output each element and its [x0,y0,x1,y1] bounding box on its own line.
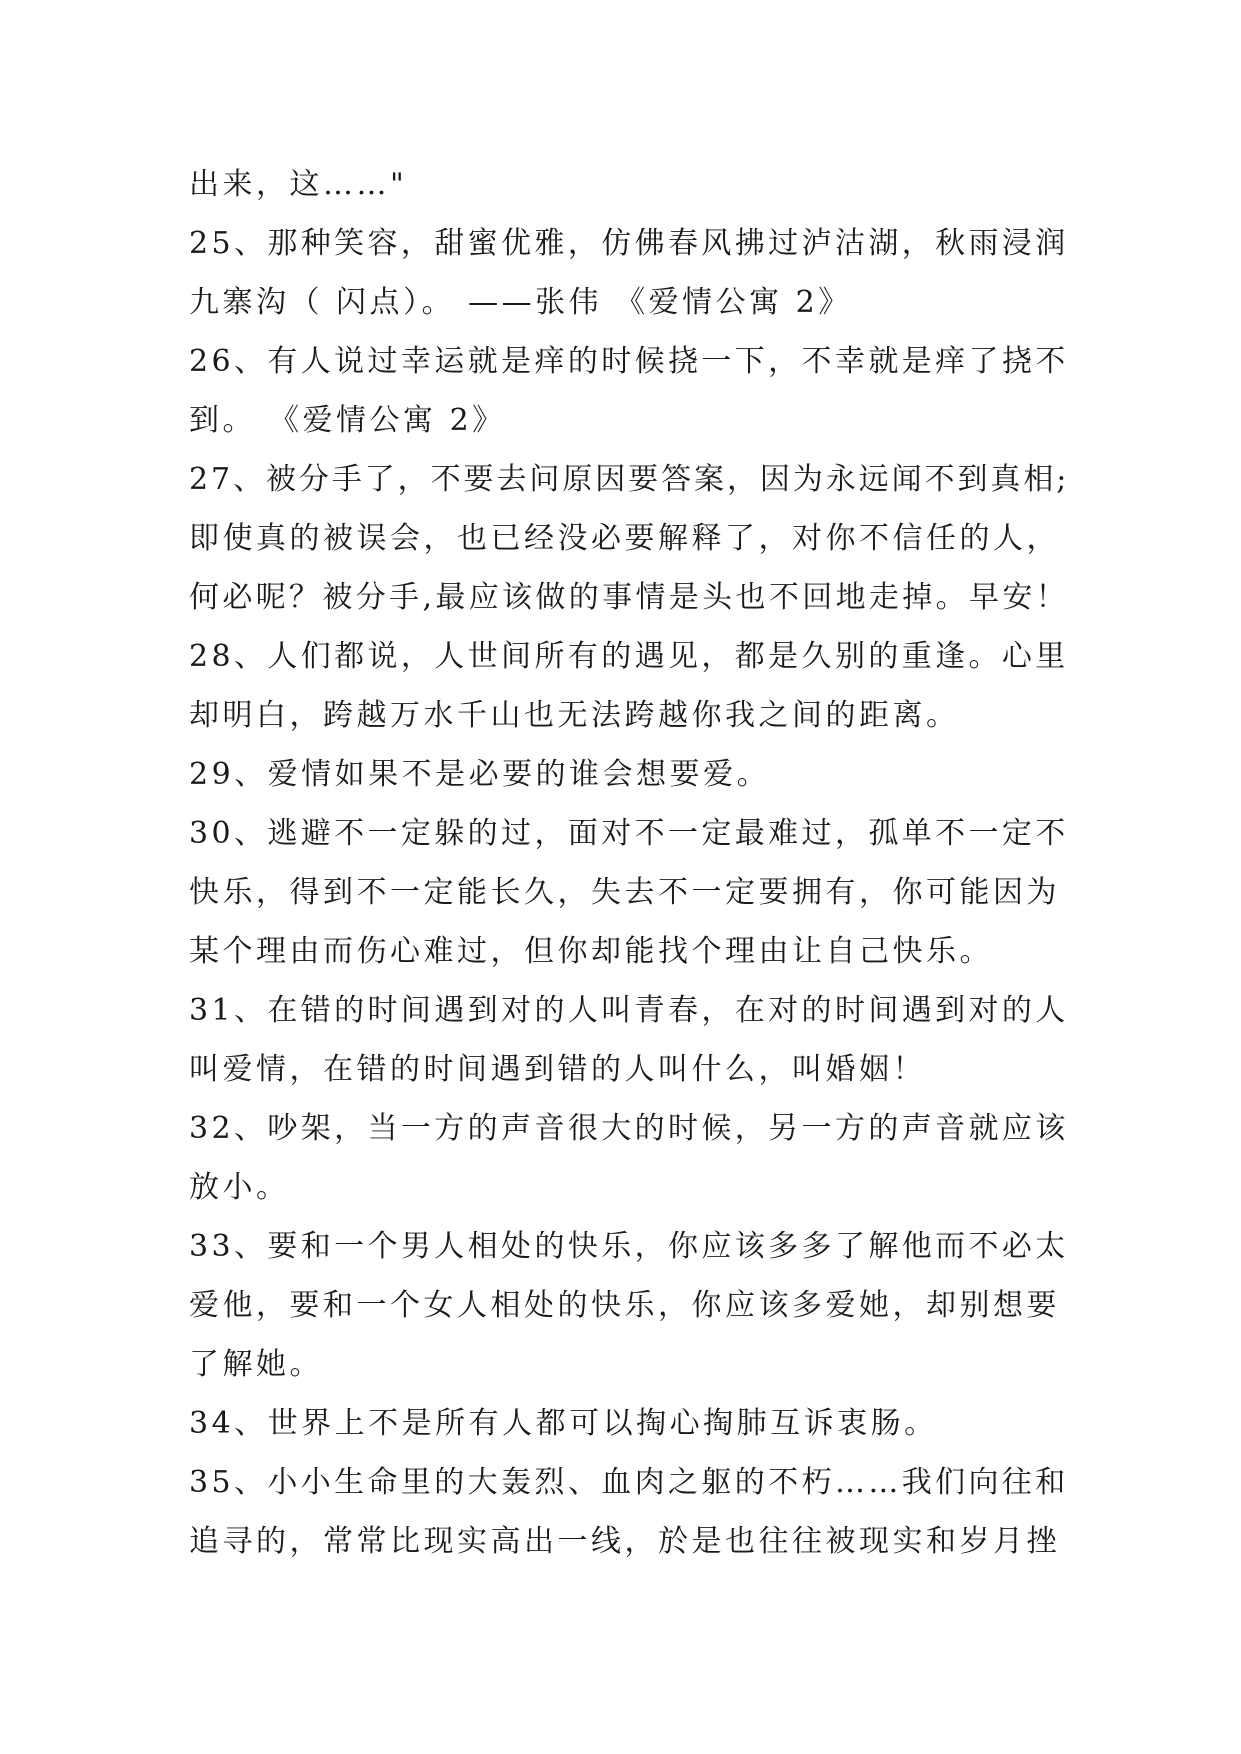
text-line: 到。 《爱情公寓 2》 [189,403,506,438]
text-line: 了解她。 [189,1347,323,1382]
text-line: 即使真的被误会，也已经没必要解释了，对你不信任的人， [189,521,1060,556]
text-line: 31、在错的时间遇到对的人叫青春，在对的时间遇到对的人 [189,993,1069,1028]
body-text [189,155,1069,1571]
text-line: 28、人们都说，人世间所有的遇见，都是久别的重逢。心里 [189,639,1069,674]
text-line: 25、那种笑容，甜蜜优雅，仿佛春风拂过泸沽湖，秋雨浸润 [189,226,1069,261]
text-line: 33、要和一个男人相处的快乐，你应该多多了解他而不必太 [189,1229,1069,1264]
text-line: 爱他，要和一个女人相处的快乐，你应该多爱她，却别想要 [189,1288,1060,1323]
text-line: 27、被分手了，不要去问原因要答案，因为永远闻不到真相; [189,462,1070,497]
text-line: 34、世界上不是所有人都可以掏心掏肺互诉衷肠。 [189,1406,938,1441]
text-line: 26、有人说过幸运就是痒的时候挠一下，不幸就是痒了挠不 [189,344,1069,379]
text-line: 九寨沟（ 闪点）。 ——张伟 《爱情公寓 2》 [189,285,852,320]
text-line: 32、吵架，当一方的声音很大的时候，另一方的声音就应该 [189,1111,1069,1146]
text-line: 30、逃避不一定躲的过，面对不一定最难过，孤单不一定不 [189,816,1069,851]
text-line: 某个理由而伤心难过，但你却能找个理由让自己快乐。 [189,934,993,969]
text-line: 何必呢？被分手,最应该做的事情是头也不回地走掉。早安！ [189,580,1070,615]
text-line: 放小。 [189,1170,290,1205]
text-line: 35、小小生命里的大轰烈、血肉之躯的不朽……我们向往和 [189,1465,1069,1500]
text-line: 29、爱情如果不是必要的谁会想要爱。 [189,757,771,792]
text-line: 出来，这……" [189,167,408,202]
text-line: 快乐，得到不一定能长久，失去不一定要拥有，你可能因为 [189,875,1060,910]
text-line: 却明白，跨越万水千山也无法跨越你我之间的距离。 [189,698,960,733]
text-line: 叫爱情，在错的时间遇到错的人叫什么，叫婚姻！ [189,1052,926,1087]
text-line: 追寻的，常常比现实高出一线，於是也往往被现实和岁月挫 [189,1524,1060,1559]
